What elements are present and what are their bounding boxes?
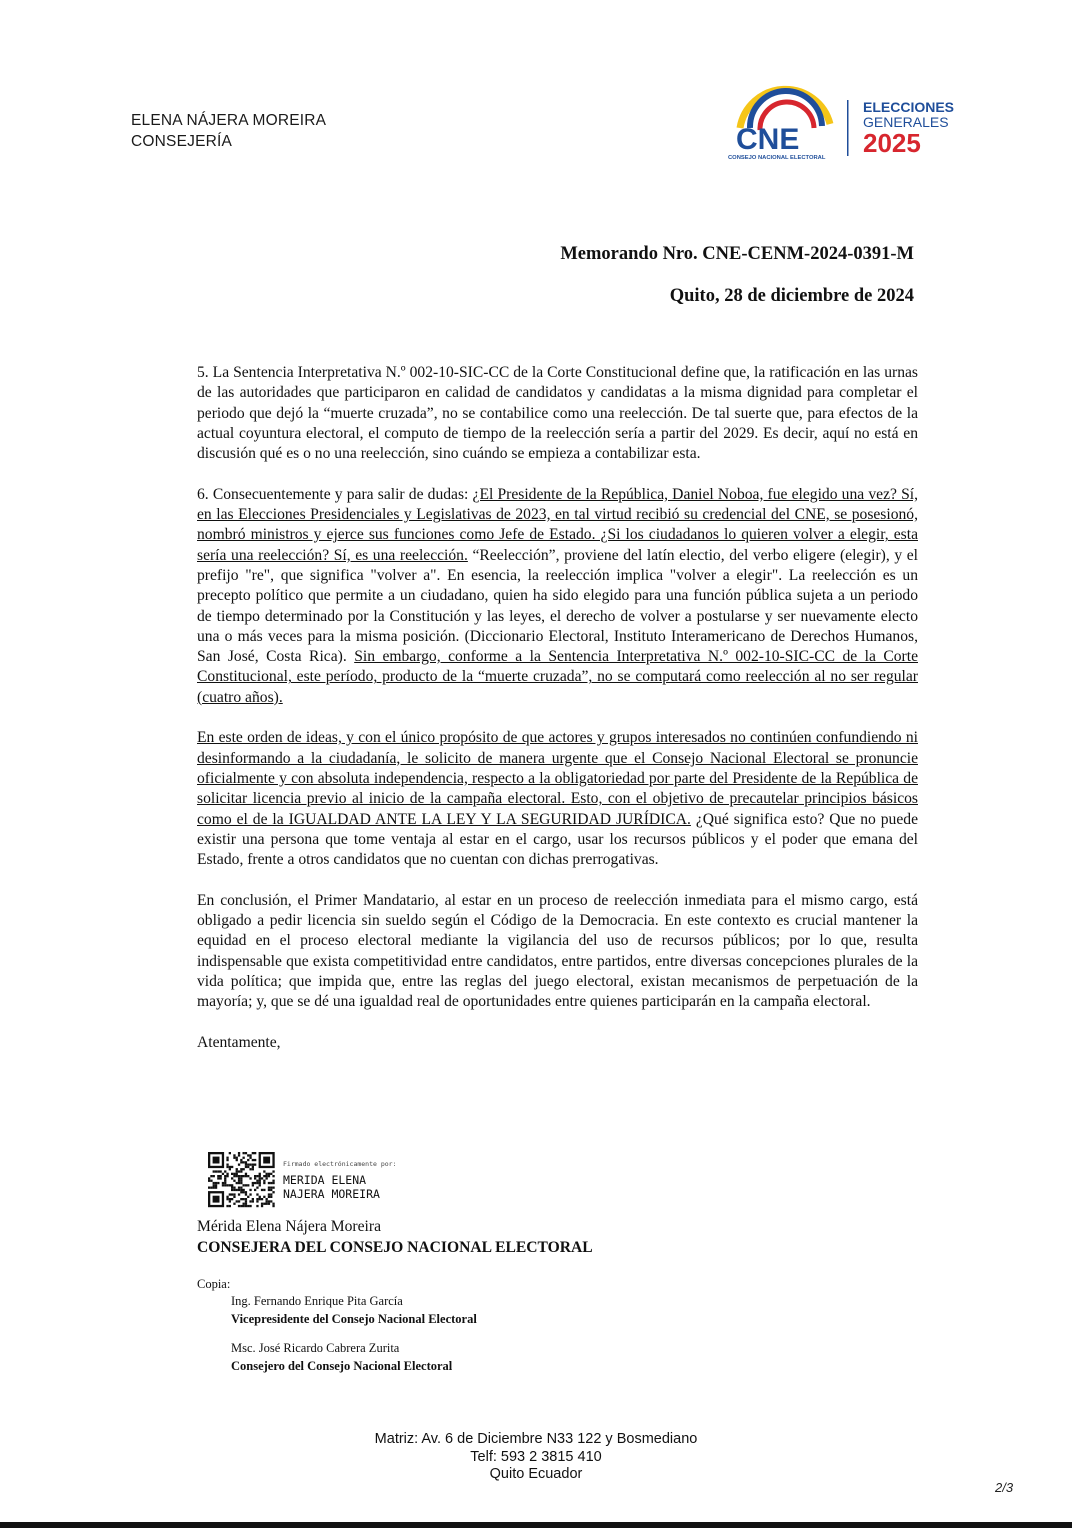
signature-line-1: MERIDA ELENA: [283, 1173, 367, 1187]
memo-date: Quito, 28 de diciembre de 2024: [669, 286, 914, 306]
footer: [0, 1431, 1072, 1484]
signer-title: CONSEJERA DEL CONSEJO NACIONAL ELECTORAL: [197, 1239, 593, 1256]
copy-recipient-role: Consejero del Consejo Nacional Electoral: [231, 1359, 453, 1373]
footer-address: Matriz: Av. 6 de Diciembre N33 122 y Bosmediano: [374, 1431, 698, 1447]
paragraph-conclusion: En conclusión, el Primer Mandatario, al estar en un proceso de reelección inmediata para el mismo cargo, está obligado a pedir licencia sin sueldo según el Código de la Democracia. En este contexto es crucial mantener la equidad en el proceso electoral mediante la vigilancia del uso de recursos públicos; por lo que, resulta indispensable que exista competitividad entre candidatos, entre partidos, entre diversas concepciones plurales de la vida política; que impida que, entre las reglas del juego electoral, existan mecanismos de perpetuación de la mayoría; y, que se dé una igualdad real de oportunidades entre quienes participarán en la campaña electoral.: [197, 891, 918, 1011]
sender-name: ELENA NÁJERA MOREIRA: [131, 112, 327, 129]
copy-recipient-role: Vicepresidente del Consejo Nacional Electoral: [231, 1312, 477, 1326]
cne-logo-text: CNE: [736, 123, 800, 156]
year-text: 2025: [863, 128, 921, 158]
copies-label: Copia:: [197, 1277, 231, 1291]
generales-text: GENERALES: [863, 114, 949, 130]
memo-body: [197, 363, 918, 1073]
page-bottom-edge: [0, 1522, 1072, 1528]
paragraph-7-rest: ¿Qué significa esto? Que no puede existir una persona que tome ventaja al estar en el cargo, usar los recursos públicos y el poder que emana del Estado, frente a otros candidatos que no cuentan con dichas prerrogativas.: [197, 810, 918, 869]
electronic-signature: [207, 1152, 447, 1208]
footer-city: Quito Ecuador: [489, 1466, 583, 1482]
signature-signer: [283, 1173, 380, 1201]
copy-recipient: [231, 1292, 477, 1328]
cne-elecciones-logo: [726, 84, 956, 164]
paragraph-6-definition: “Reelección”, proviene del latín electio, del verbo eligere (elegir), y el prefijo "re", que significa "volver a". En esencia, la reelección implica "volver a elegir". La reelección es un precepto político que permite a un ciudadano, quien ha sido elegido para una función pública sujeta a un periodo de tiempo determinado por la Constitución y las leyes, el derecho de volver a postularse y ser nuevamente electo una o más veces para la misma posición. (Diccionario Electoral, Instituto Interamericano de Derechos Humanos, San José, Costa Rica).: [197, 546, 919, 666]
sender-block: [131, 110, 326, 152]
cne-logo-caption: CONSEJO NACIONAL ELECTORAL: [728, 155, 826, 161]
signer-name: Mérida Elena Nájera Moreira: [197, 1218, 381, 1235]
closing-salutation: Atentamente,: [197, 1033, 281, 1051]
copy-recipient-name: Msc. José Ricardo Cabrera Zurita: [231, 1341, 400, 1355]
paragraph-6: [197, 485, 918, 708]
signature-line-2: NAJERA MOREIRA: [283, 1187, 380, 1201]
paragraph-6-underlined-question: ¿El Presidente de la República, Daniel Noboa, fue elegido una vez? Sí, en las Elecciones Presidenciales y Legislativas de 2023, en tal virtud recibió su credencial del CNE, se posesionó, nombró ministros y ejerce sus funciones como Jefe de Estado. ¿Si los ciudadanos lo quieren volver a elegir, esta sería una reelección? Sí, es una reelección.: [197, 485, 918, 564]
paragraph-7: [197, 728, 918, 870]
paragraph-6-underlined-sentence: Sin embargo, conforme a la Sentencia Interpretativa N.º 002-10-SIC-CC de la Corte Constitucional, este período, producto de la “muerte cruzada”, no se computará como reelección al no ser regular (cuatro años).: [197, 648, 918, 706]
signature-caption: Firmado electrónicamente por:: [283, 1160, 397, 1168]
memo-number: Memorando Nro. CNE-CENM-2024-0391-M: [560, 244, 914, 264]
copy-recipient: [231, 1339, 452, 1375]
page-number: 2/3: [995, 1480, 1014, 1495]
qr-code-icon: [207, 1152, 275, 1208]
footer-phone: Telf: 593 2 3815 410: [470, 1448, 602, 1465]
copy-recipient-name: Ing. Fernando Enrique Pita García: [231, 1294, 403, 1308]
sender-office: CONSEJERÍA: [131, 133, 233, 150]
logo-divider: [847, 100, 849, 156]
paragraph-5: 5. La Sentencia Interpretativa N.º 002-10-SIC-CC de la Corte Constitucional define que, la ratificación en las urnas de las autoridades que participaron en calidad de candidatos y candidatas a la misma dignidad para completar el periodo que dejó la “muerte cruzada”, no se contabilice como una reelección. De tal suerte que, para efectos de la actual coyuntura electoral, el computo de tiempo de la reelección sería a partir del 2029. Es decir, aquí no está en discusión qué es o no una reelección, sino cuándo se empieza a contabilizar esta.: [197, 364, 918, 463]
elecciones-text: ELECCIONES: [863, 99, 955, 115]
paragraph-6-intro: 6. Consecuentemente y para salir de dudas:: [197, 485, 473, 503]
paragraph-7-underlined-request: En este orden de ideas, y con el único propósito de que actores y grupos interesados no continúen confundiendo ni desinformando a la ciudadanía, le solicito de manera urgente que el Consejo Nacional Electoral se pronuncie oficialmente y con absoluta independencia, respecto a la obligatoriedad por parte del Presidente de la República de solicitar licencia previo al inicio de la campaña electoral. Esto, con el objetivo de precautelar principios básicos como el de la IGUALDAD ANTE LA LEY Y LA SEGURIDAD JURÍDICA.: [197, 729, 918, 828]
